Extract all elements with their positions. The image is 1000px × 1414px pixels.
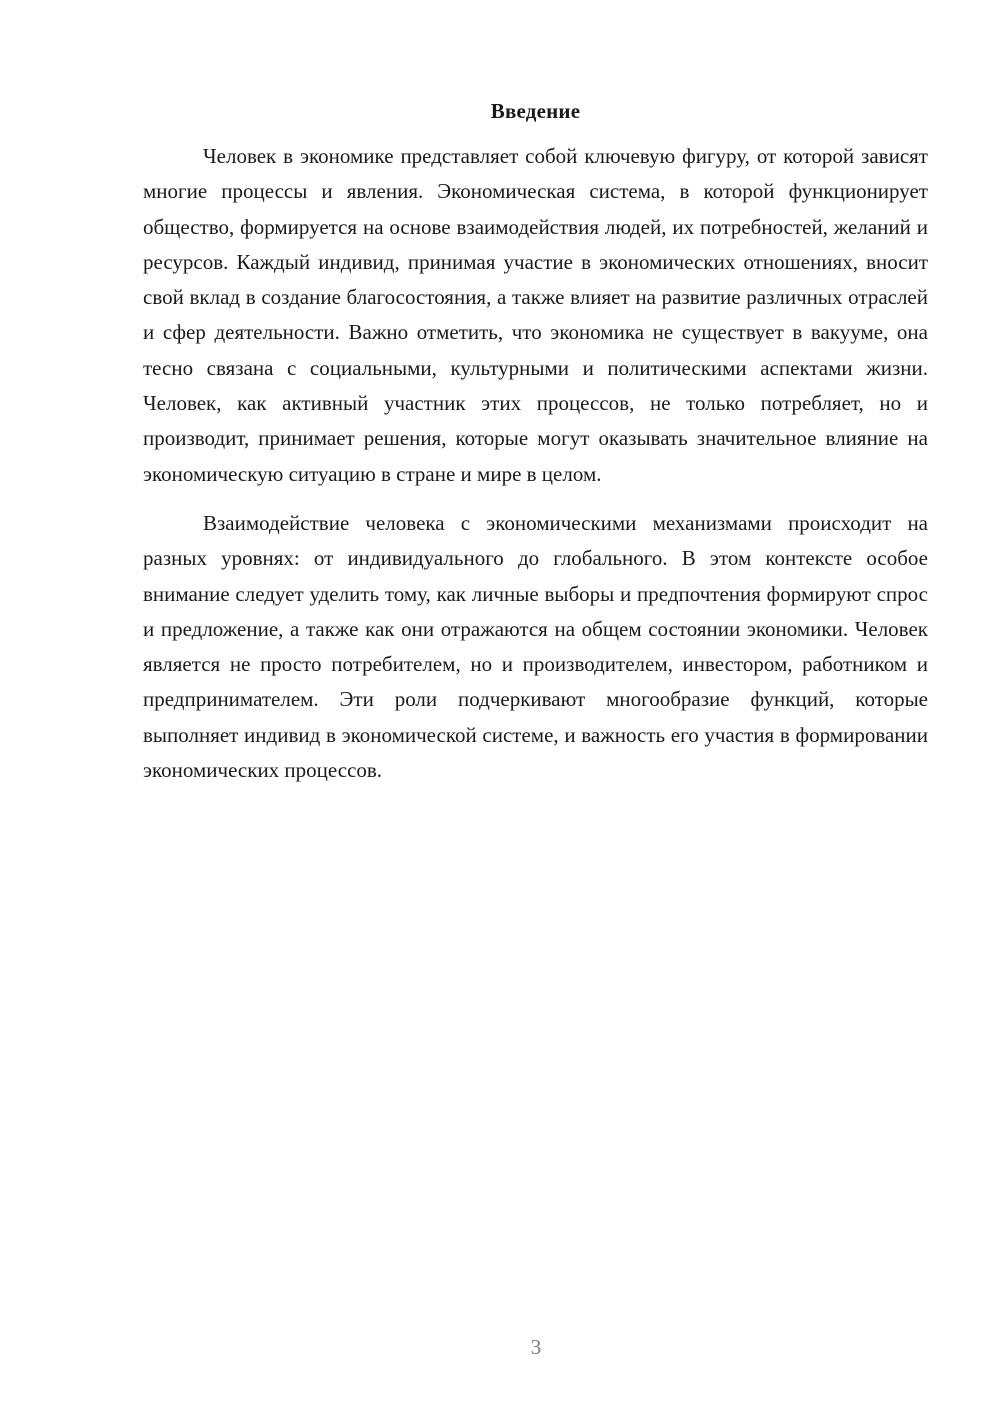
page-content: [143, 97, 928, 788]
paragraph-1: Человек в экономике представляет собой ключевую фигуру, от которой зависят многие процессы и явления. Экономическая система, в которой функционирует общество, формируется на основе взаимодействия людей, их потребностей, желаний и ресурсов. Каждый индивид, принимая участие в экономических отношениях, вносит свой вклад в создание благосостояния, а также влияет на развитие различных отраслей и сфер деятельности. Важно отметить, что экономика не существует в вакууме, она тесно связана с социальными, культурными и политическими аспектами жизни. Человек, как активный участник этих процессов, не только потребляет, но и производит, принимает решения, которые могут оказывать значительное влияние на экономическую ситуацию в стране и мире в целом.: [143, 144, 928, 486]
section-heading: Введение: [490, 99, 581, 123]
paragraph-2: Взаимодействие человека с экономическими механизмами происходит на разных уровнях: от индивидуального до глобального. В этом контексте особое внимание следует уделить тому, как личные выборы и предпочтения формируют спрос и предложение, а также как они отражаются на общем состоянии экономики. Человек является не просто потребителем, но и производителем, инвестором, работником и предпринимателем. Эти роли подчеркивают многообразие функций, которые выполняет индивид в экономической системе, и важность его участия в формировании экономических процессов.: [143, 510, 928, 783]
page-number: 3: [530, 1335, 542, 1359]
